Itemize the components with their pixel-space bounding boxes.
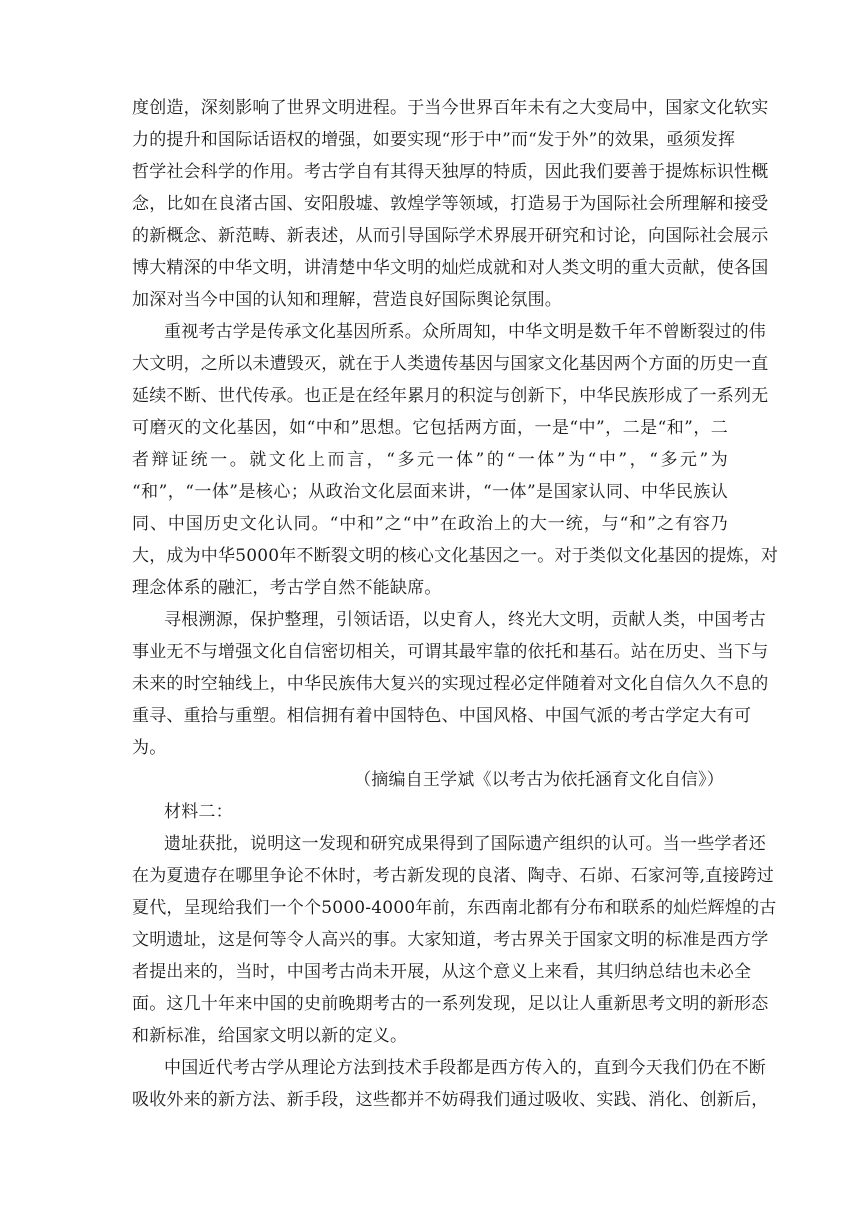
text-line: 博大精深的中华文明，讲清楚中华文明的灿烂成就和对人类文明的重大贡献，使各国 bbox=[132, 258, 769, 278]
text-line: 夏代，呈现给我们一个个5000-4000年前，东西南北都有分布和联系的灿烂辉煌的古 bbox=[132, 898, 777, 918]
text-line: 面。这几十年来中国的史前晚期考古的一系列发现，足以让人重新思考文明的新形态 bbox=[132, 994, 769, 1014]
text-line: 者提出来的，当时，中国考古尚未开展，从这个意义上来看，其归纳总结也未必全 bbox=[132, 962, 752, 982]
text-line: 者辩证统一。就文化上而言，“多元一体”的“一体”为“中”，“多元”为 bbox=[132, 450, 728, 470]
text-line: 吸收外来的新方法、新手段，这些都并不妨碍我们通过吸收、实践、消化、创新后， bbox=[132, 1090, 769, 1110]
text-line: 力的提升和国际话语权的增强，如要实现“形于中”而“发于外”的效果，亟须发挥 bbox=[132, 130, 736, 150]
text-line: 延续不断、世代传承。也正是在经年累月的积淀与创新下，中华民族形成了一系列无 bbox=[132, 386, 769, 406]
text-line: 加深对当今中国的认知和理解，营造良好国际舆论氛围。 bbox=[132, 290, 562, 310]
text-line: 在为夏遗存在哪里争论不休时，考古新发现的良渚、陶寺、石峁、石家河等,直接跨过 bbox=[132, 866, 775, 886]
text-line: 的新概念、新范畴、新表述，从而引导国际学术界展开研究和讨论，向国际社会展示 bbox=[132, 226, 769, 246]
text-line: 度创造，深刻影响了世界文明进程。于当今世界百年未有之大变局中，国家文化软实 bbox=[132, 98, 769, 118]
text-line: 可磨灭的文化基因，如“中和”思想。它包括两方面，一是“中”，二是“和”，二 bbox=[132, 418, 728, 438]
text-line: “和”，“一体”是核心；从政治文化层面来讲，“一体”是国家认同、中华民族认 bbox=[132, 482, 728, 502]
text-line: 事业无不与增强文化自信密切相关，可谓其最牢靠的依托和基石。站在历史、当下与 bbox=[132, 642, 769, 662]
text-line: 文明遗址，这是何等令人高兴的事。大家知道，考古界关于国家文明的标准是西方学 bbox=[132, 930, 769, 950]
text-line: 念，比如在良渚古国、安阳殷墟、敦煌学等领域，打造易于为国际社会所理解和接受 bbox=[132, 194, 769, 214]
text-line: 和新标准，给国家文明以新的定义。 bbox=[132, 1026, 408, 1046]
text-line: 中国近代考古学从理论方法到技术手段都是西方传入的，直到今天我们仍在不断 bbox=[164, 1058, 766, 1078]
text-line: 未来的时空轴线上，中华民族伟大复兴的实现过程必定伴随着对文化自信久久不息的 bbox=[132, 674, 769, 694]
text-line: 重寻、重拾与重塑。相信拥有着中国特色、中国风格、中国气派的考古学定大有可 bbox=[132, 706, 752, 726]
text-line: 遗址获批，说明这一发现和研究成果得到了国际遗产组织的认可。当一些学者还 bbox=[164, 834, 766, 854]
text-line: 哲学社会科学的作用。考古学自有其得天独厚的特质，因此我们要善于提炼标识性概 bbox=[132, 162, 769, 182]
text-line: 寻根溯源，保护整理，引领话语，以史育人，终光大文明，贡献人类，中国考古 bbox=[164, 610, 766, 630]
text-line: 重视考古学是传承文化基因所系。众所周知，中华文明是数千年不曾断裂过的伟 bbox=[164, 322, 766, 342]
source-citation: （摘编自王学斌《以考古为依托涵育文化自信》） bbox=[354, 770, 724, 790]
text-line: 大，成为中华5000年不断裂文明的核心文化基因之一。对于类似文化基因的提炼，对 bbox=[132, 546, 779, 566]
text-line: 理念体系的融汇，考古学自然不能缺席。 bbox=[132, 578, 442, 598]
text-line: 为。 bbox=[132, 738, 167, 758]
section-heading: 材料二： bbox=[164, 802, 233, 822]
text-line: 大文明，之所以未遭毁灭，就在于人类遗传基因与国家文化基因两个方面的历史一直 bbox=[132, 354, 769, 374]
text-line: 同、中国历史文化认同。“中和”之“中”在政治上的大一统，与“和”之有容乃 bbox=[132, 514, 728, 534]
